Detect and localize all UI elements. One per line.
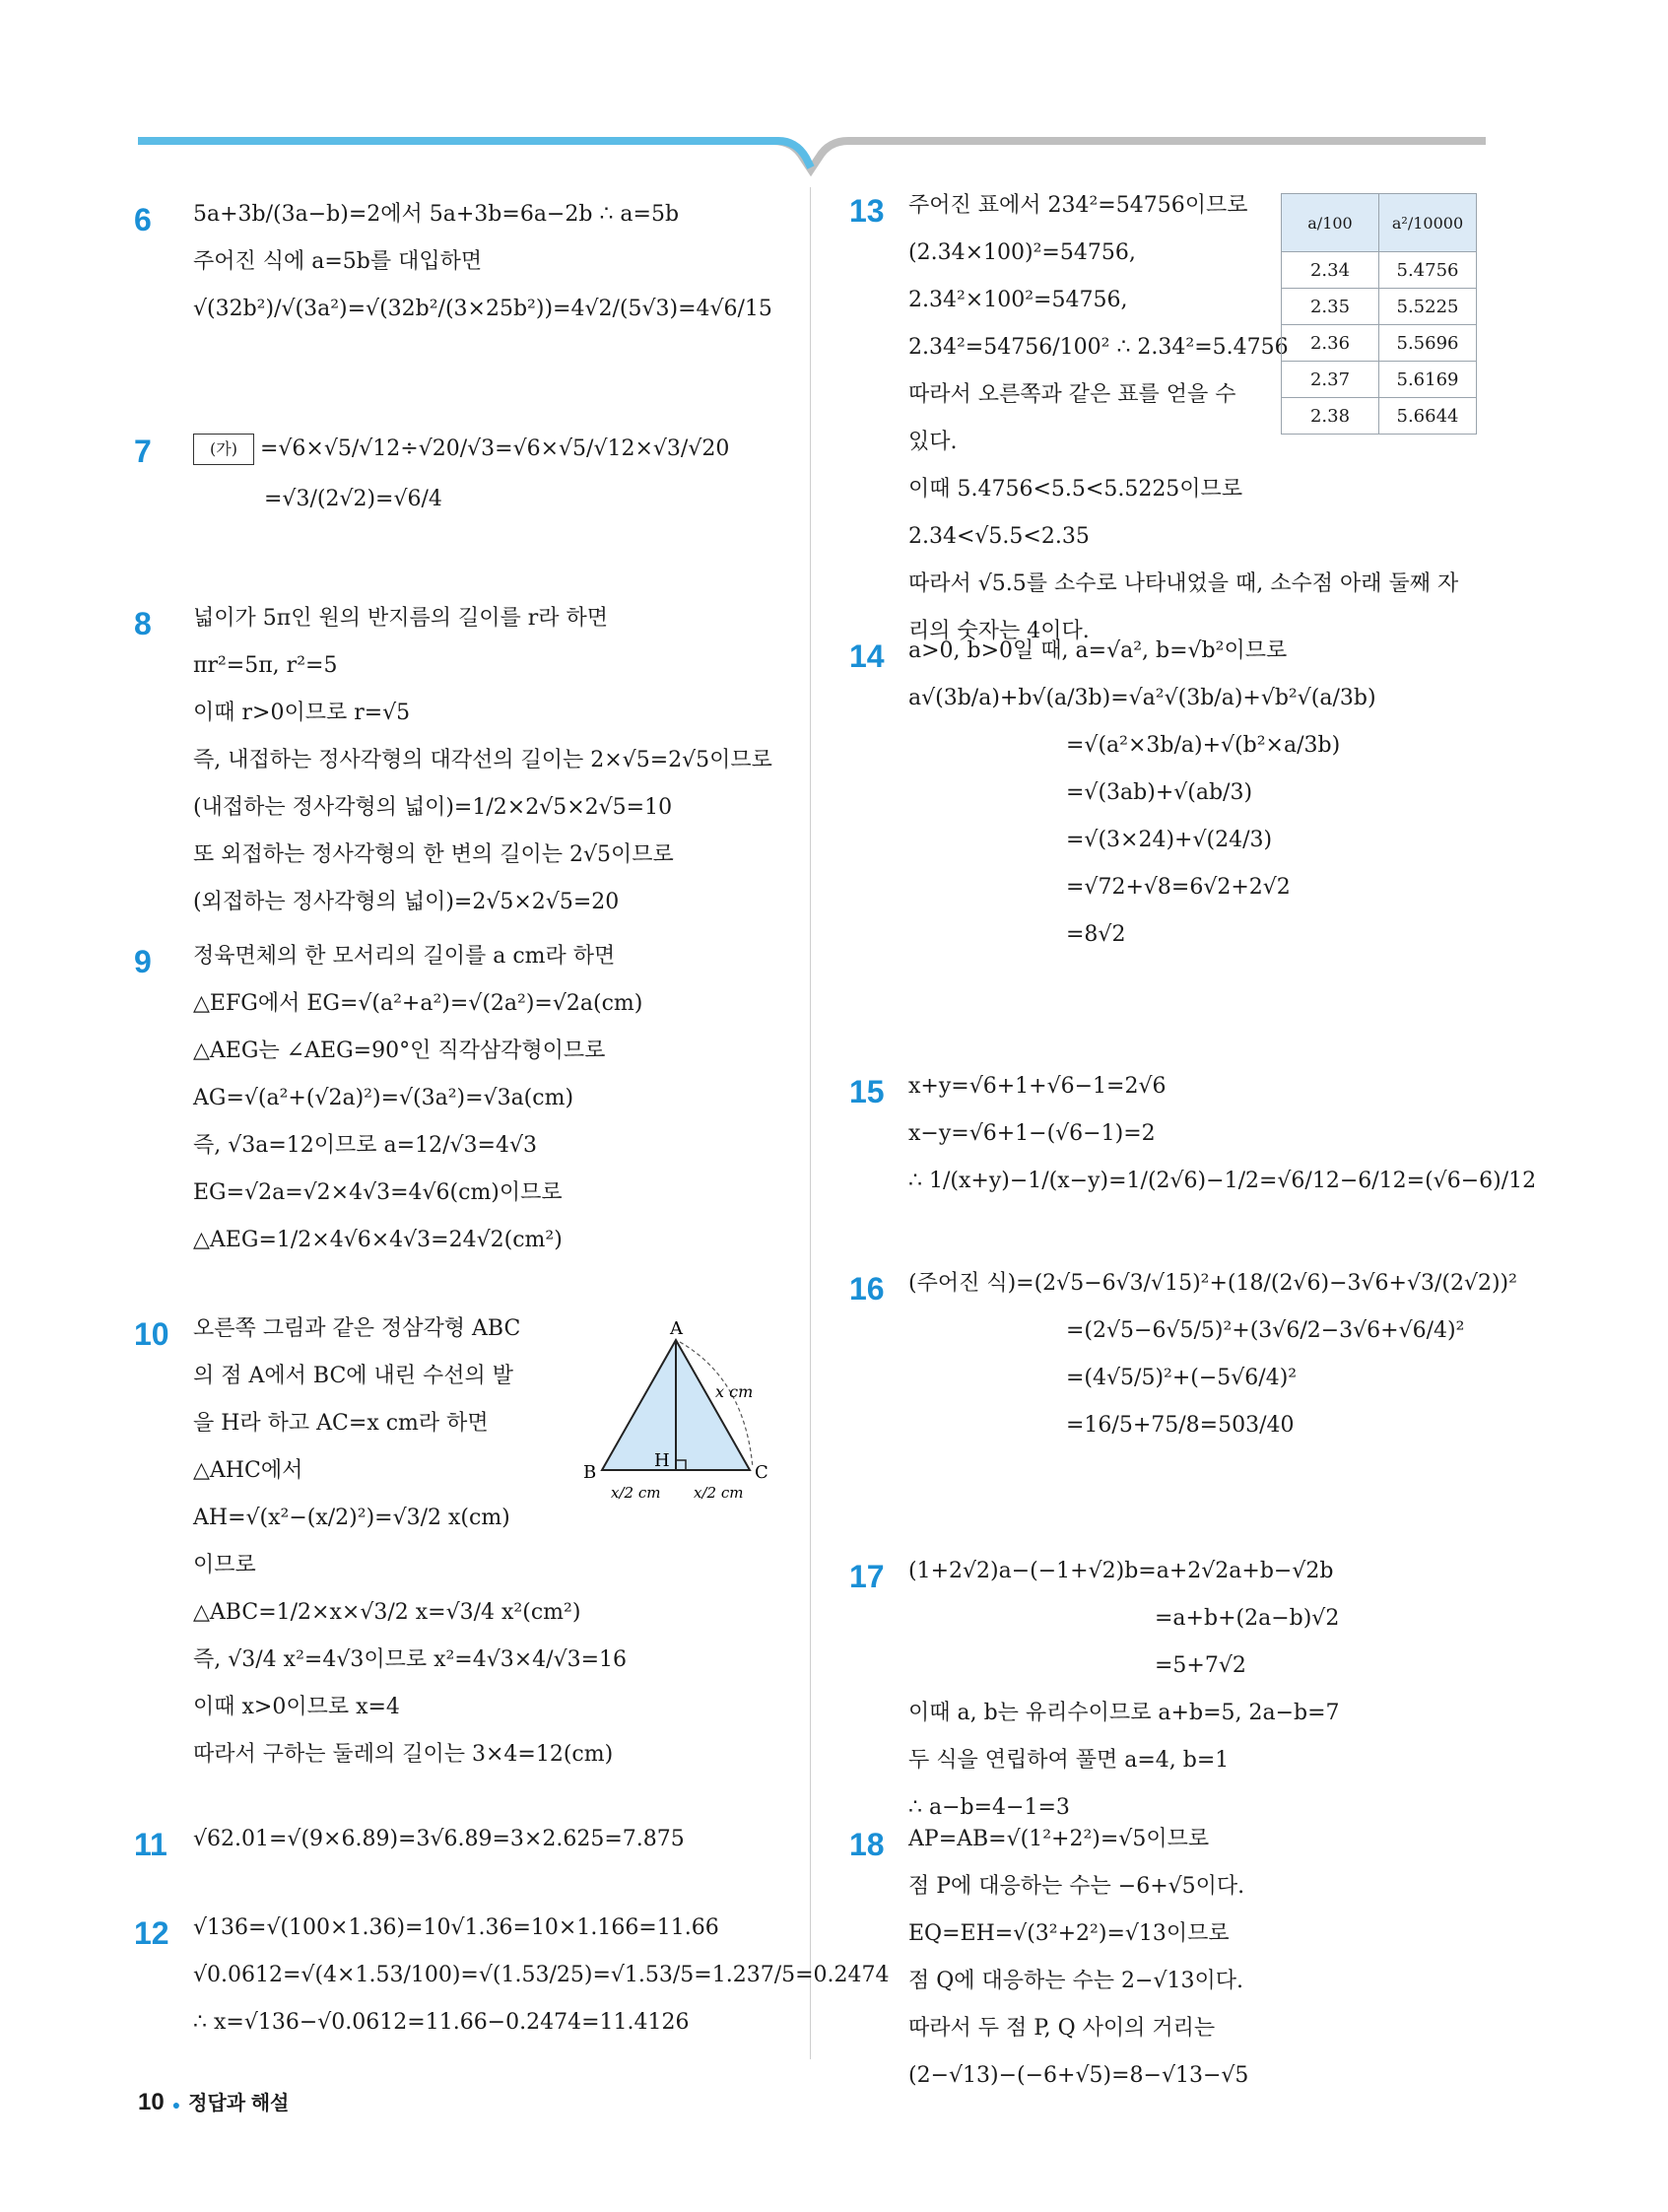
- solution-line: 주어진 표에서 234²=54756이므로: [908, 193, 1248, 218]
- solution-line: πr²=5π, r²=5: [193, 653, 338, 678]
- solution-line: 따라서 오른쪽과 같은 표를 얻을 수: [908, 382, 1236, 407]
- label-c: C: [755, 1462, 768, 1483]
- solution-line: 이때 x>0이므로 x=4: [193, 1695, 400, 1719]
- solution-line: 2.34²×100²=54756,: [908, 288, 1128, 312]
- solution-line: 두 식을 연립하여 풀면 a=4, b=1: [908, 1748, 1230, 1773]
- problem-8: [134, 606, 772, 937]
- problem-10: [134, 1316, 628, 1789]
- solution-line: (주어진 식)=(2√5−6√3/√15)²+(18/(2√6)−3√6+√3/(2√2))²: [908, 1271, 1517, 1296]
- solution-line: (1+2√2)a−(−1+√2)b=a+2√2a+b−√2b: [908, 1559, 1334, 1583]
- solution-line: AG=√(a²+(√2a)²)=√(3a²)=√3a(cm): [193, 1086, 574, 1110]
- solution-line: 즉, √3/4 x²=4√3이므로 x²=4√3×4/√3=16: [193, 1647, 628, 1672]
- problem-number: 18: [849, 1827, 885, 1862]
- problem-17: [849, 1559, 1340, 1843]
- solution-line: 점 P에 대응하는 수는 −6+√5이다.: [908, 1874, 1245, 1899]
- column-divider: [810, 187, 811, 2059]
- table-row: [1282, 398, 1477, 435]
- solution-line: 따라서 두 점 P, Q 사이의 거리는: [908, 2016, 1216, 2041]
- solution-line: ∴ a−b=4−1=3: [908, 1795, 1070, 1820]
- solution-line: 2.34<√5.5<2.35: [908, 524, 1090, 549]
- problem-number: 16: [849, 1271, 885, 1307]
- solution-line: 리의 숫자는 4이다.: [908, 619, 1090, 643]
- label-b: B: [583, 1462, 597, 1483]
- solution-line: 점 Q에 대응하는 수는 2−√13이다.: [908, 1969, 1243, 1993]
- problem-number: 7: [134, 434, 152, 469]
- table-cell: 5.4756: [1379, 252, 1477, 289]
- solution-line: 따라서 √5.5를 소수로 나타내었을 때, 소수점 아래 둘째 자: [908, 571, 1459, 596]
- solution-line: =8√2: [1066, 922, 1126, 947]
- solution-line: 이때 5.4756<5.5<5.5225이므로: [908, 477, 1243, 502]
- table-cell: 2.34: [1282, 252, 1379, 289]
- solution-line: =√(3ab)+√(ab/3): [1066, 780, 1253, 805]
- solution-line: 5a+3b/(3a−b)=2에서 5a+3b=6a−2b ∴ a=5b: [193, 202, 680, 227]
- solution-line: 따라서 구하는 둘레의 길이는 3×4=12(cm): [193, 1742, 614, 1767]
- solution-line: (내접하는 정사각형의 넓이)=1/2×2√5×2√5=10: [193, 795, 673, 820]
- problem-number: 14: [849, 638, 885, 674]
- solution-line: △AEG=1/2×4√6×4√3=24√2(cm²): [193, 1228, 563, 1252]
- solution-line: =a+b+(2a−b)√2: [1155, 1606, 1340, 1631]
- problem-number: 13: [849, 193, 885, 229]
- problem-9: [134, 944, 643, 1275]
- solution-line: AP=AB=√(1²+2²)=√5이므로: [908, 1827, 1210, 1851]
- solution-line: △EFG에서 EG=√(a²+a²)=√(2a²)=√2a(cm): [193, 991, 643, 1016]
- solution-line: =√72+√8=6√2+2√2: [1066, 875, 1291, 900]
- solution-line: (2.34×100)²=54756,: [908, 240, 1136, 265]
- problem-number: 6: [134, 202, 152, 237]
- table-header: a/100: [1282, 194, 1379, 252]
- solution-text: =√6×√5/√12÷√20/√3=√6×√5/√12×√3/√20: [259, 436, 730, 461]
- page-footer: [138, 2087, 289, 2116]
- problem-number: 11: [134, 1827, 167, 1862]
- solution-line: =(4√5/5)²+(−5√6/4)²: [1066, 1366, 1298, 1390]
- solution-line: x+y=√6+1+√6−1=2√6: [908, 1074, 1167, 1099]
- solution-line: 넓이가 5π인 원의 반지름의 길이를 r라 하면: [193, 606, 608, 631]
- table-cell: 5.6169: [1379, 362, 1477, 398]
- solution-line: √(32b²)/√(3a²)=√(32b²/(3×25b²))=4√2/(5√3)=4√6/15: [193, 297, 772, 321]
- table-row: [1282, 252, 1477, 289]
- table-cell: 2.35: [1282, 289, 1379, 325]
- problem-7: [134, 434, 730, 534]
- solution-line: x−y=√6+1−(√6−1)=2: [908, 1121, 1156, 1146]
- solution-line: =16/5+75/8=503/40: [1066, 1413, 1295, 1438]
- footer-title: 정답과 해설: [188, 2093, 290, 2114]
- solution-line: 의 점 A에서 BC에 내린 수선의 발: [193, 1364, 514, 1388]
- solution-line: 즉, 내접하는 정사각형의 대각선의 길이는 2×√5=2√5이므로: [193, 748, 772, 772]
- solution-line: =√(3×24)+√(24/3): [1066, 828, 1273, 852]
- solution-line: EQ=EH=√(3²+2²)=√13이므로: [908, 1921, 1230, 1946]
- problem-15: [849, 1074, 1537, 1216]
- problem-number: 9: [134, 944, 152, 979]
- page-header-band: [0, 0, 1668, 177]
- problem-number: 17: [849, 1559, 885, 1594]
- solution-line: 이때 a, b는 유리수이므로 a+b=5, 2a−b=7: [908, 1701, 1340, 1725]
- label-a: A: [670, 1320, 683, 1339]
- solution-line: 정육면체의 한 모서리의 길이를 a cm라 하면: [193, 944, 616, 969]
- problem-14: [849, 638, 1376, 970]
- solution-line: √136=√(100×1.36)=10√1.36=10×1.166=11.66: [193, 1915, 719, 1940]
- label-side: x cm: [715, 1382, 754, 1401]
- label-h: H: [654, 1450, 670, 1471]
- table-header-row: [1282, 194, 1477, 252]
- square-value-table: [1281, 193, 1477, 435]
- table-cell: 2.38: [1282, 398, 1379, 435]
- solution-line: a>0, b>0일 때, a=√a², b=√b²이므로: [908, 638, 1288, 663]
- solution-line: [193, 434, 729, 465]
- solution-line: 이때 r>0이므로 r=√5: [193, 701, 411, 725]
- solution-line: EG=√2a=√2×4√3=4√6(cm)이므로: [193, 1180, 563, 1205]
- table-cell: 2.36: [1282, 325, 1379, 362]
- solution-line: 2.34²=54756/100² ∴ 2.34²=5.4756: [908, 335, 1289, 360]
- bullet-icon: ●: [171, 2097, 181, 2112]
- problem-number: 10: [134, 1316, 169, 1352]
- solution-line: =√3/(2√2)=√6/4: [264, 487, 442, 511]
- label-half-right: x/2 cm: [694, 1484, 744, 1502]
- solution-line: (2−√13)−(−6+√5)=8−√13−√5: [908, 2063, 1249, 2088]
- solution-line: =5+7√2: [1155, 1653, 1246, 1678]
- solution-line: √0.0612=√(4×1.53/100)=√(1.53/25)=√1.53/5=1.237/5=0.2474: [193, 1963, 890, 1987]
- problem-6: [134, 202, 772, 344]
- solution-line: =√(a²×3b/a)+√(b²×a/3b): [1066, 733, 1341, 758]
- solution-line: 즉, √3a=12이므로 a=12/√3=4√3: [193, 1133, 537, 1158]
- table-cell: 5.6644: [1379, 398, 1477, 435]
- equilateral-triangle-figure: [577, 1320, 784, 1512]
- solution-line: △ABC=1/2×x×√3/2 x=√3/4 x²(cm²): [193, 1600, 581, 1625]
- solution-line: 이므로: [193, 1553, 256, 1577]
- solution-line: ∴ x=√136−√0.0612=11.66−0.2474=11.4126: [193, 2010, 690, 2035]
- problem-12: [134, 1915, 890, 2057]
- solution-line: 을 H라 하고 AC=x cm라 하면: [193, 1411, 489, 1436]
- problem-16: [849, 1271, 1517, 1460]
- problem-number: 12: [134, 1915, 169, 1951]
- table-cell: 5.5225: [1379, 289, 1477, 325]
- table-row: [1282, 362, 1477, 398]
- solution-line: =(2√5−6√5/5)²+(3√6/2−3√6+√6/4)²: [1066, 1318, 1465, 1343]
- table-header: a²/10000: [1379, 194, 1477, 252]
- solution-line: AH=√(x²−(x/2)²)=√3/2 x(cm): [193, 1506, 510, 1530]
- solution-line: 주어진 식에 a=5b를 대입하면: [193, 249, 483, 274]
- solution-line: 오른쪽 그림과 같은 정삼각형 ABC: [193, 1316, 521, 1341]
- solution-line: 있다.: [908, 430, 958, 454]
- solution-line: √62.01=√(9×6.89)=3√6.89=3×2.625=7.875: [193, 1827, 685, 1851]
- problem-number: 15: [849, 1074, 885, 1109]
- blank-label-box: (가): [193, 434, 254, 465]
- page-number: 10: [138, 2089, 165, 2115]
- solution-line: △AHC에서: [193, 1458, 303, 1483]
- problem-number: 8: [134, 606, 152, 641]
- solution-line: a√(3b/a)+b√(a/3b)=√a²√(3b/a)+√b²√(a/3b): [908, 686, 1376, 710]
- problem-18: [849, 1827, 1249, 2111]
- solution-line: (외접하는 정사각형의 넓이)=2√5×2√5=20: [193, 890, 620, 914]
- solution-line: ∴ 1/(x+y)−1/(x−y)=1/(2√6)−1/2=√6/12−6/12=(√6−6)/12: [908, 1169, 1537, 1193]
- problem-11: [134, 1827, 685, 1874]
- table-cell: 2.37: [1282, 362, 1379, 398]
- solution-line: △AEG는 ∠AEG=90°인 직각삼각형이므로: [193, 1039, 606, 1063]
- solution-line: 또 외접하는 정사각형의 한 변의 길이는 2√5이므로: [193, 842, 674, 867]
- label-half-left: x/2 cm: [611, 1484, 661, 1502]
- table-cell: 5.5696: [1379, 325, 1477, 362]
- table-row: [1282, 325, 1477, 362]
- table-row: [1282, 289, 1477, 325]
